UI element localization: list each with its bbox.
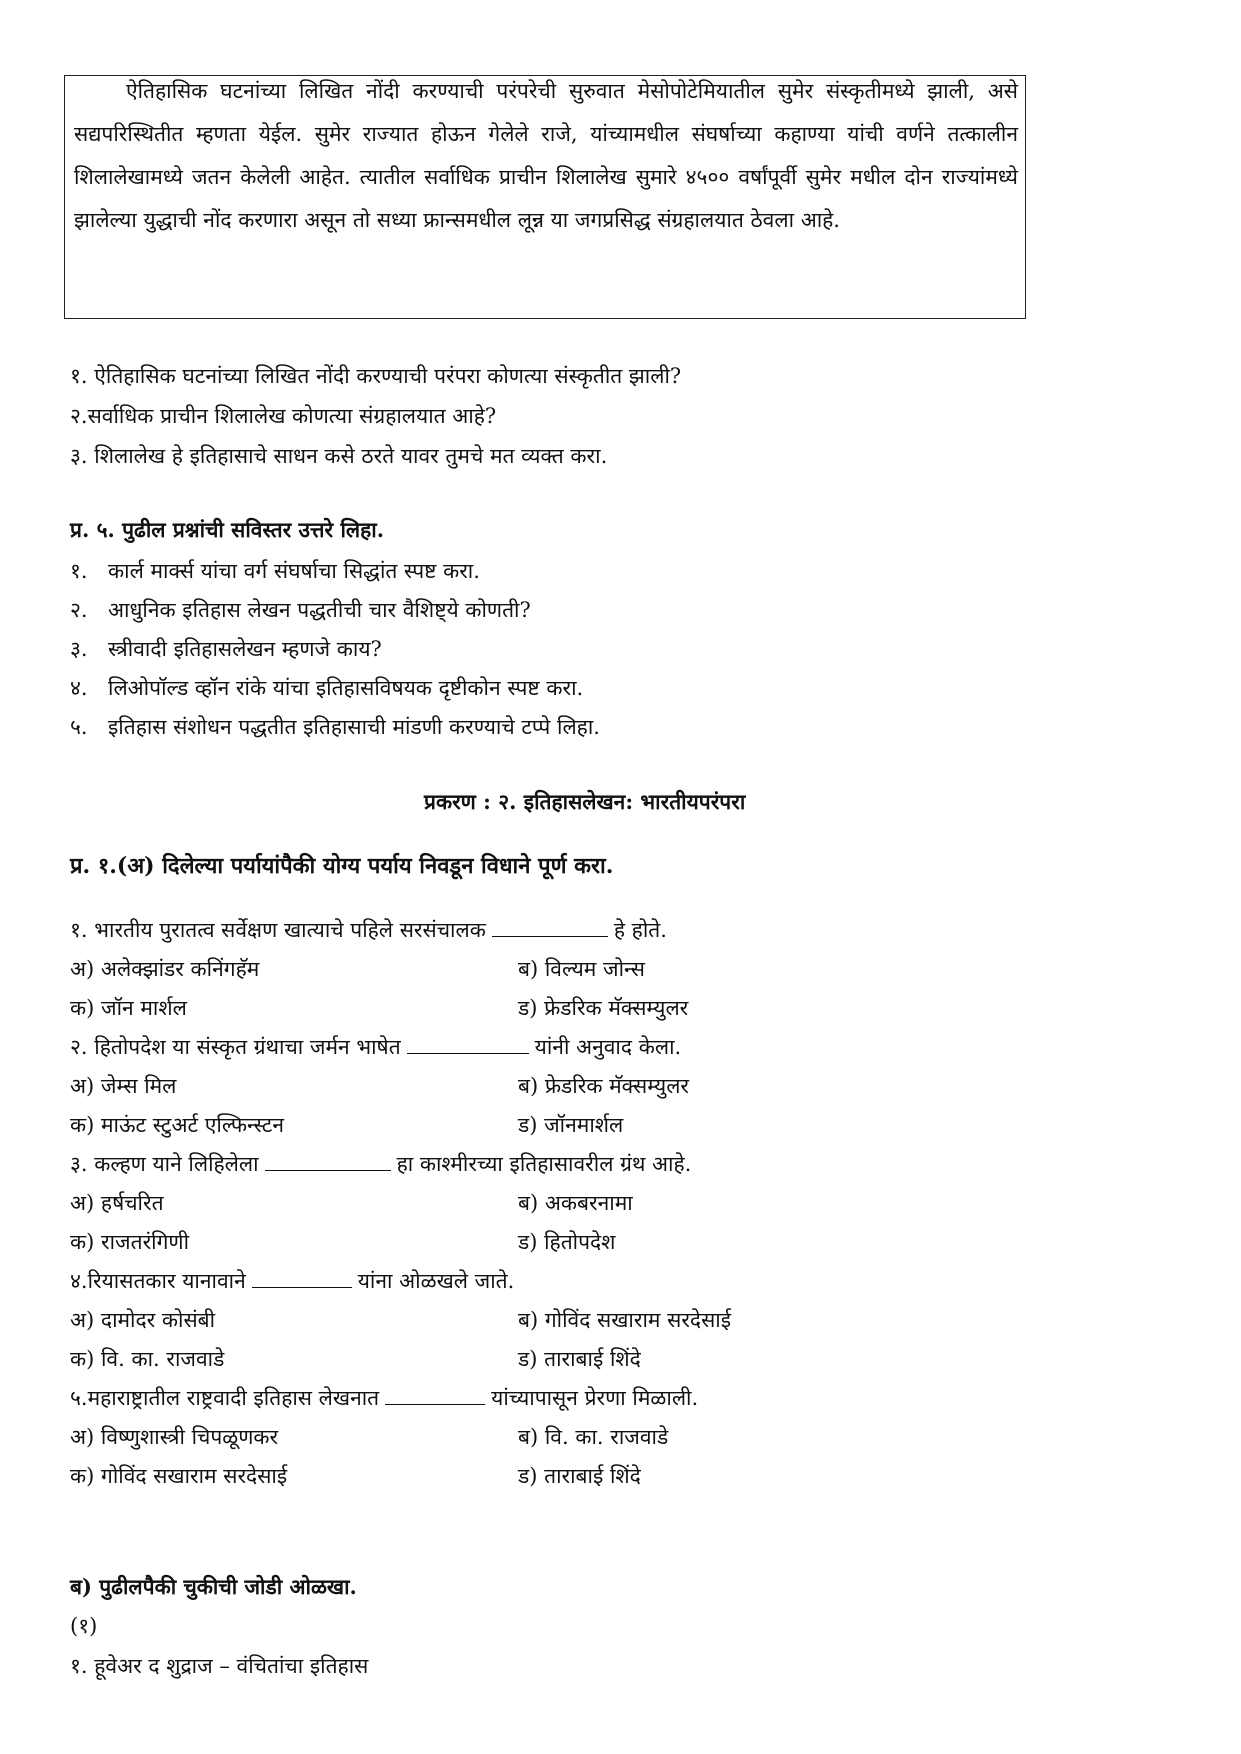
mcq-options-row: क) माऊंट स्टुअर्ट एल्फिन्स्टन ड) जॉनमार्शल — [70, 1113, 624, 1137]
q5-item: ३. स्त्रीवादी इतिहासलेखन म्हणजे काय? — [70, 637, 382, 661]
passage-question-2: २.सर्वाधिक प्राचीन शिलालेख कोणत्या संग्रहालयात आहे? — [70, 404, 497, 428]
mcq-options-row: अ) दामोदर कोसंबी ब) गोविंद सखाराम सरदेसाई — [70, 1308, 732, 1332]
q1b-heading: ब) पुढीलपैकी चुकीची जोडी ओळखा. — [70, 1574, 357, 1599]
mcq-options-row: अ) अलेक्झांडर कनिंगहॅम ब) विल्यम जोन्स — [70, 957, 645, 981]
q5-item: १. कार्ल मार्क्स यांचा वर्ग संघर्षाचा सिद्धांत स्पष्ट करा. — [70, 559, 480, 583]
mcq-question: ३. कल्हण याने लिहिलेला हा काश्मीरच्या इतिहासावरील ग्रंथ आहे. — [70, 1152, 692, 1176]
answer-blank — [492, 935, 608, 937]
mcq-options-row: अ) जेम्स मिल ब) फ्रेडरिक मॅक्सम्युलर — [70, 1074, 690, 1098]
mcq-options-row: क) राजतरंगिणी ड) हितोपदेश — [70, 1230, 616, 1254]
q1a-heading: प्र. १.(अ) दिलेल्या पर्यायांपैकी योग्य पर्याय निवडून विधाने पूर्ण करा. — [70, 853, 614, 879]
chapter-title: प्रकरण : २. इतिहासलेखन: भारतीयपरंपरा — [424, 789, 746, 814]
mcq-question: २. हितोपदेश या संस्कृत ग्रंथाचा जर्मन भाषेत यांनी अनुवाद केला. — [70, 1035, 682, 1059]
mcq-options-row: अ) हर्षचरित ब) अकबरनामा — [70, 1191, 633, 1215]
mcq-question: १. भारतीय पुरातत्व सर्वेक्षण खात्याचे पहिले सरसंचालक हे होते. — [70, 918, 667, 942]
answer-blank — [385, 1403, 485, 1405]
mcq-options-row: क) वि. का. राजवाडे ड) ताराबाई शिंदे — [70, 1347, 641, 1371]
answer-blank — [407, 1052, 529, 1054]
answer-blank — [252, 1286, 352, 1288]
mcq-options-row: अ) विष्णुशास्त्री चिपळूणकर ब) वि. का. राजवाडे — [70, 1425, 669, 1449]
q5-item: ५. इतिहास संशोधन पद्धतीत इतिहासाची मांडणी करण्याचे टप्पे लिहा. — [70, 715, 600, 739]
q1b-subnumber: (१) — [70, 1614, 98, 1638]
q5-heading: प्र. ५. पुढील प्रश्नांची सविस्तर उत्तरे लिहा. — [70, 517, 385, 542]
passage-text: ऐतिहासिक घटनांच्या लिखित नोंदी करण्याची परंपरेची सुरुवात मेसोपोटेमियातील सुमेर संस्कृतीमध्ये झाली, असे सद्यपरिस्थितीत म्हणता येईल. सुमेर राज्यात होऊन गेलेले राजे, यांच्यामधील संघर्षाच्या कहाण्या यांची वर्णने तत्कालीन शिलालेखामध्ये जतन केलेली आहेत. त्यातील सर्वाधिक प्राचीन शिलालेख सुमारे ४५०० वर्षांपूर्वी सुमेर मधील दोन राज्यांमध्ये झालेल्या युद्धाची नोंद करणारा असून तो सध्या फ्रान्समधील लून्न या जगप्रसिद्ध संग्रहालयात ठेवला आहे. — [74, 79, 1018, 232]
q1b-item: १. हूवेअर द शुद्राज – वंचितांचा इतिहास — [70, 1654, 369, 1678]
mcq-options-row: क) जॉन मार्शल ड) फ्रेडरिक मॅक्सम्युलर — [70, 996, 689, 1020]
passage-question-3: ३. शिलालेख हे इतिहासाचे साधन कसे ठरते यावर तुमचे मत व्यक्त करा. — [70, 444, 608, 468]
q5-item: ४. लिओपॉल्ड व्हॉन रांके यांचा इतिहासविषयक दृष्टीकोन स्पष्ट करा. — [70, 676, 584, 700]
mcq-question: ४.रियासतकार यानावाने यांना ओळखले जाते. — [70, 1269, 515, 1293]
mcq-options-row: क) गोविंद सखाराम सरदेसाई ड) ताराबाई शिंदे — [70, 1464, 641, 1488]
passage-question-1: १. ऐतिहासिक घटनांच्या लिखित नोंदी करण्याची परंपरा कोणत्या संस्कृतीत झाली? — [70, 364, 682, 388]
answer-blank — [265, 1169, 391, 1171]
q5-item: २. आधुनिक इतिहास लेखन पद्धतीची चार वैशिष्ट्ये कोणती? — [70, 598, 531, 622]
mcq-question: ५.महाराष्ट्रातील राष्ट्रवादी इतिहास लेखनात यांच्यापासून प्रेरणा मिळाली. — [70, 1386, 699, 1410]
